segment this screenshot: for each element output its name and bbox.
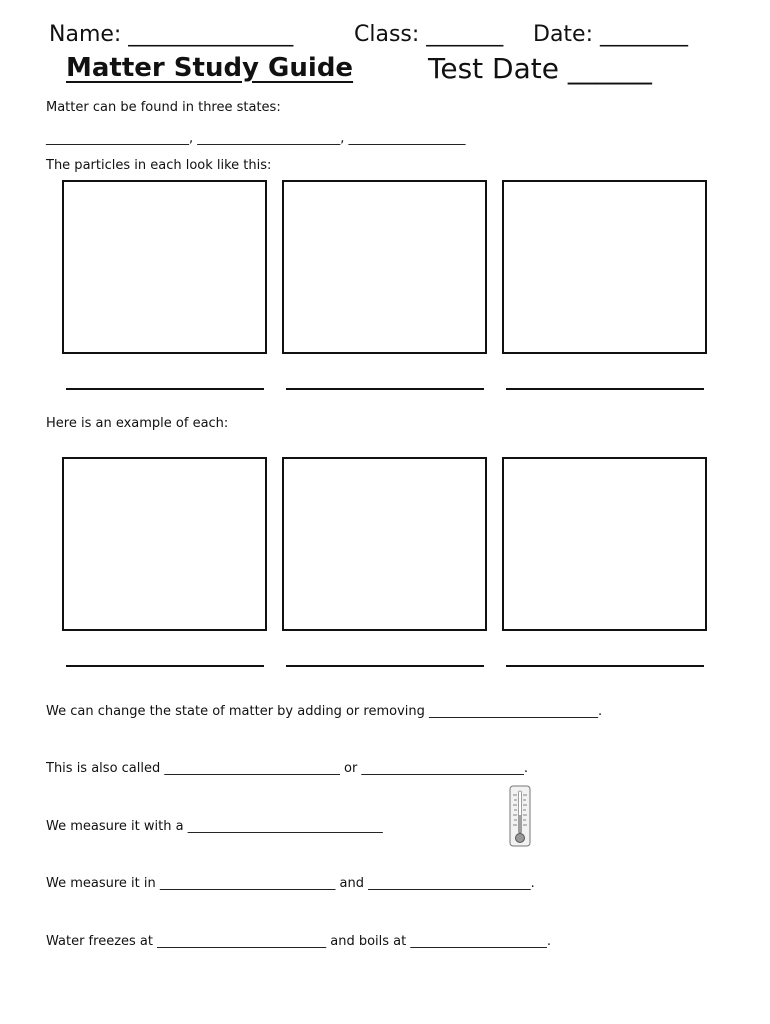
- question-also-called[interactable]: This is also called ___________________________ or _________________________.: [46, 761, 529, 776]
- particle-box-2[interactable]: [282, 180, 487, 354]
- states-blanks[interactable]: ______________________, ______________________, __________________: [46, 131, 466, 146]
- question-measure-in[interactable]: We measure it in ___________________________ and _________________________.: [46, 876, 535, 891]
- particle-label-line-1[interactable]: [66, 388, 264, 390]
- question-measure-with[interactable]: We measure it with a ______________________________: [46, 819, 383, 834]
- particle-label-line-3[interactable]: [506, 388, 704, 390]
- example-label-line-2[interactable]: [286, 665, 484, 667]
- question-change-state[interactable]: We can change the state of matter by adding or removing __________________________.: [46, 704, 603, 719]
- example-box-3[interactable]: [502, 457, 707, 631]
- question-water-freezes[interactable]: Water freezes at __________________________ and boils at _____________________.: [46, 934, 552, 949]
- particle-box-1[interactable]: [62, 180, 267, 354]
- states-prompt: Matter can be found in three states:: [46, 100, 281, 115]
- example-label-line-3[interactable]: [506, 665, 704, 667]
- name-field[interactable]: Name: _______________: [49, 22, 294, 47]
- particle-label-line-2[interactable]: [286, 388, 484, 390]
- example-label-line-1[interactable]: [66, 665, 264, 667]
- class-field[interactable]: Class: _______: [354, 22, 504, 47]
- example-box-2[interactable]: [282, 457, 487, 631]
- date-field[interactable]: Date: ________: [533, 22, 688, 47]
- examples-prompt: Here is an example of each:: [46, 416, 229, 431]
- page-title: Matter Study Guide: [66, 53, 354, 83]
- particle-box-3[interactable]: [502, 180, 707, 354]
- particles-prompt: The particles in each look like this:: [46, 158, 272, 173]
- test-date-field[interactable]: Test Date ______: [428, 52, 652, 85]
- thermometer-icon: [509, 785, 531, 847]
- example-box-1[interactable]: [62, 457, 267, 631]
